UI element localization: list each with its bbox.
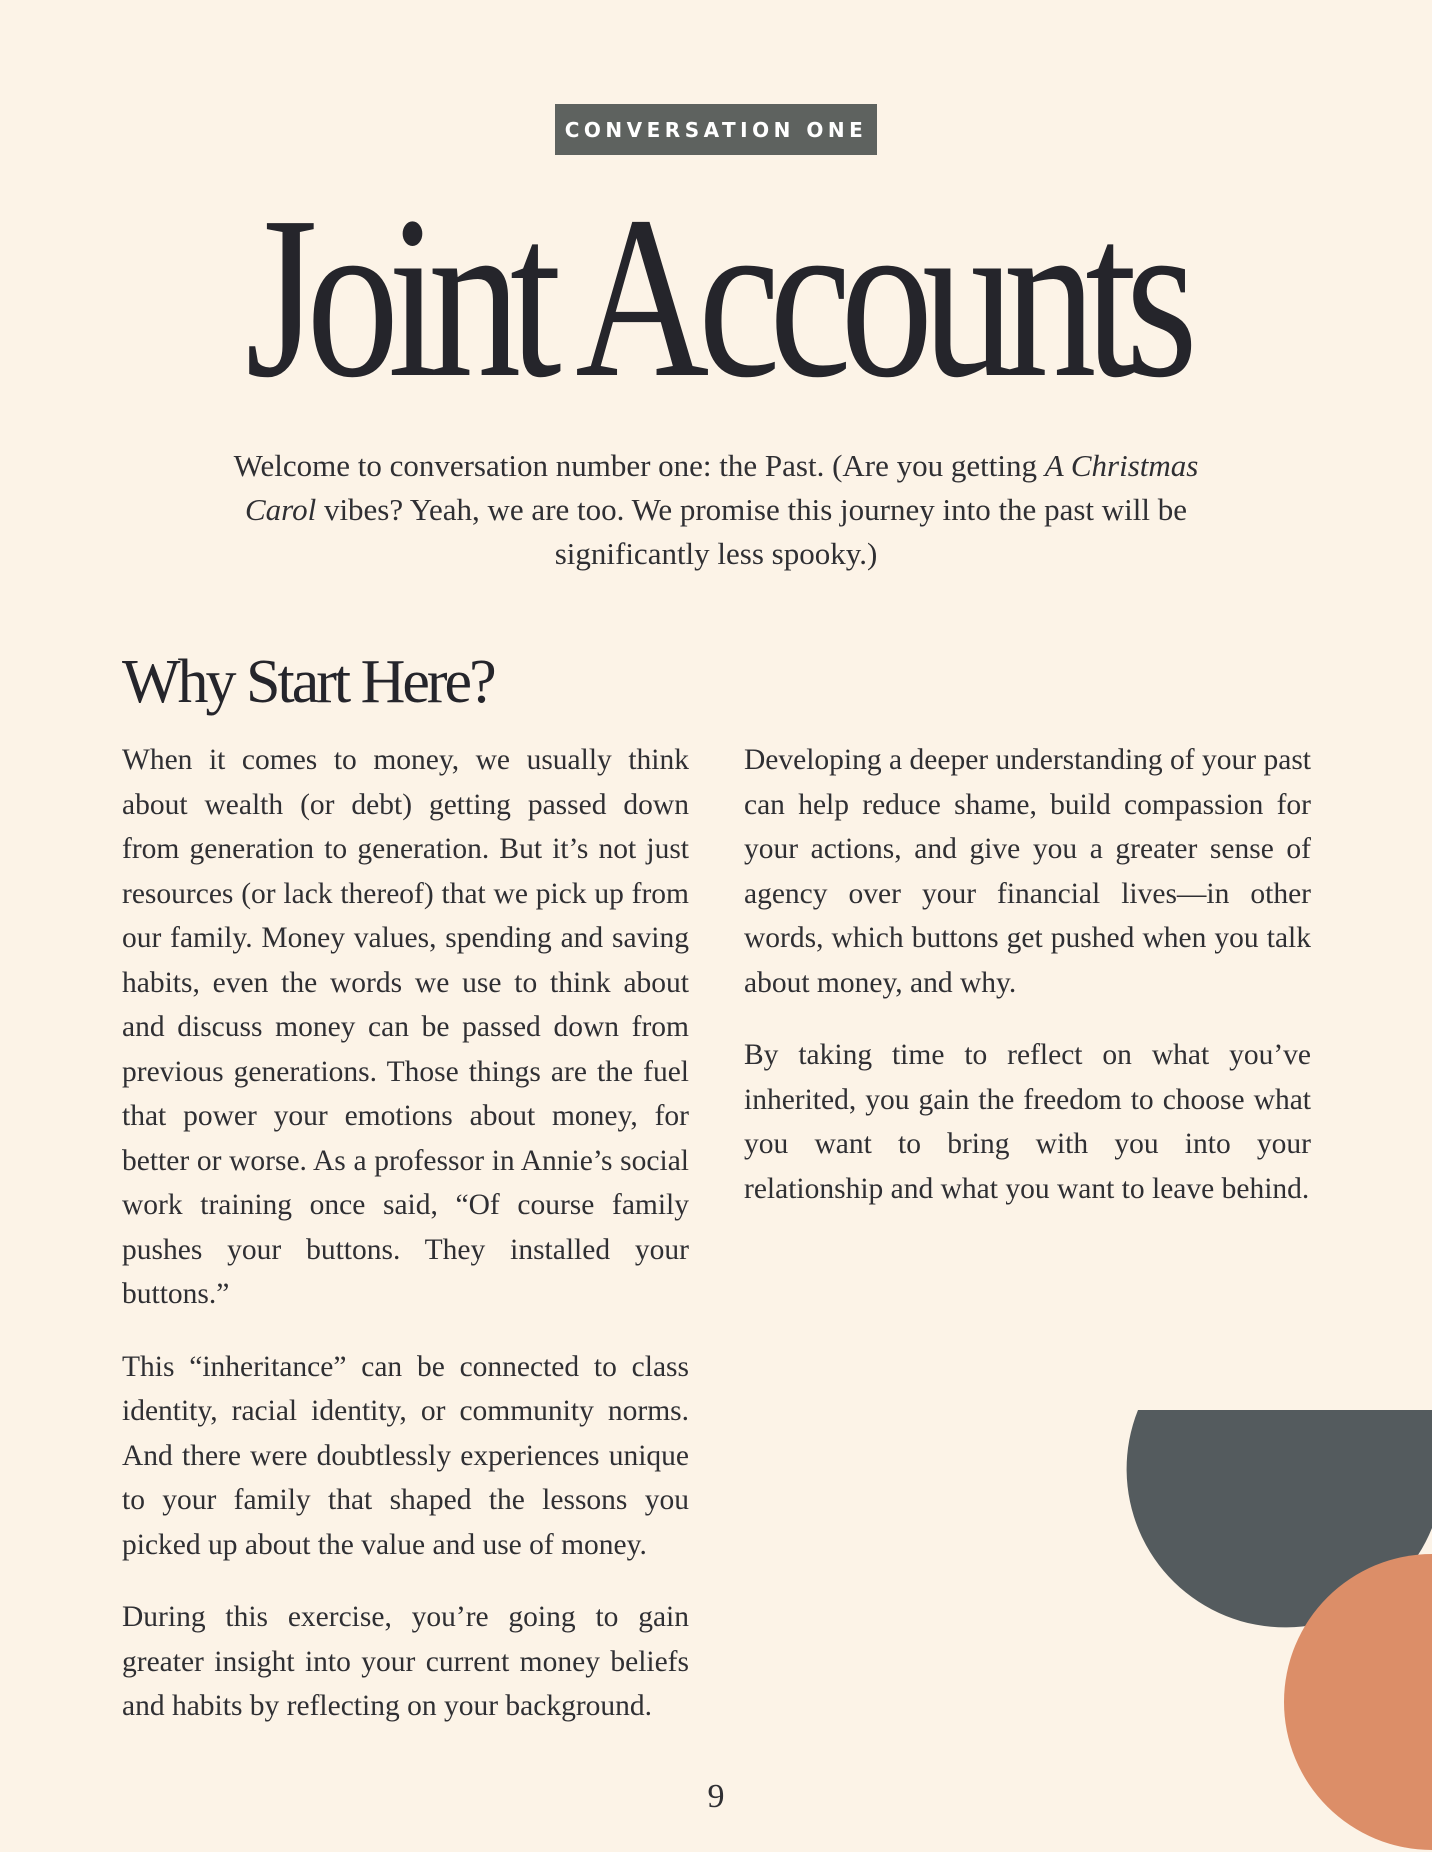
intro-italic-title: A Christmas Carol — [244, 448, 1199, 527]
intro-text-start: Welcome to conversation number one: the Past. (Are you getting — [233, 448, 1045, 483]
page-number: 9 — [707, 1778, 725, 1815]
body-paragraph: By taking time to reflect on what you’ve inherited, you gain the freedom to choose what you want to bring with you into your relationship and what you want to leave behind. — [744, 1039, 1311, 1205]
left-column — [122, 738, 689, 1757]
section-label — [555, 104, 877, 155]
body-paragraph: This “inheritance” can be connected to class identity, racial identity, or community norms. And there were doubtlessly experiences unique to your family that shaped the lessons you picked up about the value and use of money. — [122, 1350, 689, 1561]
intro-text-end: vibes? Yeah, we are too. We promise this journey into the past will be significantly less spooky.) — [316, 492, 1187, 571]
body-paragraph: When it comes to money, we usually think about wealth (or debt) getting passed down from generation to generation. But it’s not just resources (or lack thereof) that we pick up from our family. Money values, spending and saving habits, even the words we use to think about and discuss money can be passed down from previous generations. Those things are the fuel that power your emotions about money, for better or worse. As a professor in Annie’s social work training once said, “Of course family pushes your buttons. They installed your buttons.” — [122, 744, 689, 1310]
section-label-text: CONVERSATION ONE — [564, 117, 868, 142]
right-column — [744, 738, 1311, 1239]
slate-half-circle-shape — [1127, 1410, 1432, 1627]
page-title: Joint Accounts — [245, 169, 1187, 426]
section-heading: Why Start Here? — [122, 648, 494, 716]
intro-paragraph — [200, 444, 1232, 576]
body-paragraph: During this exercise, you’re going to gain greater insight into your current money beliefs and habits by reflecting on your background. — [122, 1601, 689, 1722]
body-paragraph: Developing a deeper understanding of your past can help reduce shame, build compassion for your actions, and give you a greater sense of agency over your financial lives—in other words, which buttons get pushed when you talk about money, and why. — [744, 744, 1311, 999]
